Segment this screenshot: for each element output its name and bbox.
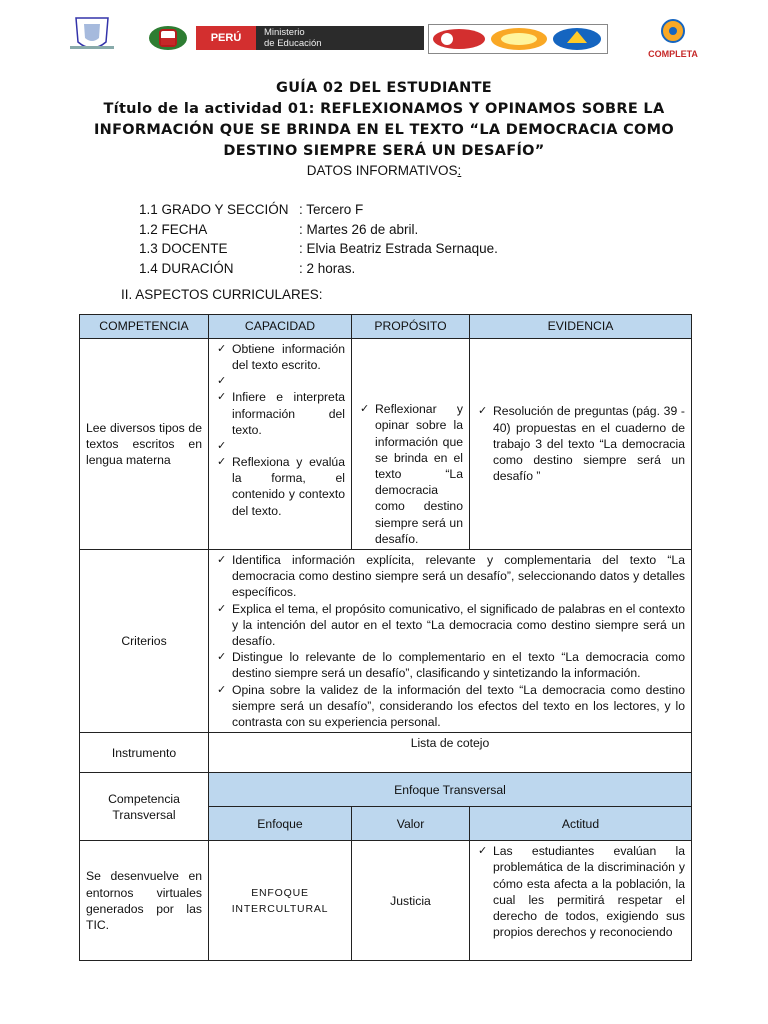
info-row-grado: 1.1 GRADO Y SECCIÓN : Tercero F bbox=[139, 202, 364, 217]
comp-transversal-text: Se desenvuelve en entornos virtuales generados por las TIC. bbox=[80, 841, 209, 961]
table-row bbox=[80, 339, 692, 550]
header-evidencia: EVIDENCIA bbox=[470, 315, 692, 339]
table-header-row bbox=[80, 315, 692, 339]
peru-coat-of-arms-logo bbox=[147, 24, 189, 52]
info-list bbox=[139, 200, 498, 278]
competencia-cell: Lee diversos tipos de textos escritos en lengua materna bbox=[80, 339, 209, 550]
guide-title: GUÍA 02 DEL ESTUDIANTE bbox=[276, 80, 492, 96]
table-row bbox=[80, 841, 692, 961]
capacidad-item: ✓ Infiere e interpreta información del texto. bbox=[215, 389, 345, 438]
program-logos-strip bbox=[428, 24, 608, 54]
criterios-label: Criterios bbox=[80, 550, 209, 733]
section-aspectos-curriculares: II. ASPECTOS CURRICULARES: bbox=[121, 287, 323, 302]
proposito-cell bbox=[352, 339, 470, 550]
criterio-item: ✓ Identifica información explícita, relevante y complementaria del texto “La democracia como destino siempre será un desafío”, seleccionando datos y detalles específicos. bbox=[215, 552, 685, 601]
instrumento-label: Instrumento bbox=[80, 733, 209, 773]
info-row-duracion: 1.4 DURACIÓN : 2 horas. bbox=[139, 260, 356, 276]
capacidad-item: ✓ Obtiene información del texto escrito. bbox=[215, 341, 345, 373]
criterios-cell bbox=[209, 550, 692, 733]
subheader-valor: Valor bbox=[352, 807, 470, 841]
comp-transversal-label: Competencia Transversal bbox=[80, 773, 209, 841]
capacidad-item: ✓ Reflexiona y evalúa la forma, el contenido y contexto del texto. bbox=[215, 454, 345, 519]
capacidad-cell bbox=[209, 339, 352, 550]
proposito-text: ✓ Reflexionar y opinar sobre la información que se brinda en el texto “La democracia como destino siempre será un desafío. bbox=[358, 401, 463, 547]
evidencia-text: ✓ Resolución de preguntas (pág. 39 - 40) propuestas en el cuaderno de trabajo 3 del texto “La democracia como destino siempre será un desafío ” bbox=[476, 403, 685, 484]
evidencia-cell bbox=[470, 339, 692, 550]
actitud-text: ✓ Las estudiantes evalúan la problemática de la discriminación y cómo esta afecta a la población, la cual les permitirá respetar el derecho de todos, exigiendo sus propios derechos y reconociendo bbox=[476, 843, 685, 940]
curricular-table bbox=[79, 314, 692, 961]
activity-title-line1: Título de la actividad 01: REFLEXIONAMOS Y OPINAMOS SOBRE LA bbox=[103, 101, 665, 117]
criterio-item: ✓ Distingue lo relevante de lo complementario en el texto “La democracia como destino siempre será un desafío”, clasificando y sintetizando la información. bbox=[215, 649, 685, 681]
header-logos bbox=[0, 10, 768, 58]
table-row bbox=[80, 550, 692, 733]
activity-title-line3: DESTINO SIEMPRE SERÁ UN DESAFÍO” bbox=[223, 143, 545, 159]
activity-title-line2: INFORMACIÓN QUE SE BRINDA EN EL TEXTO “LA DEMOCRACIA COMO bbox=[93, 122, 675, 138]
school-crest-logo bbox=[64, 14, 120, 54]
document-title bbox=[60, 78, 708, 162]
peru-label: PERÚ bbox=[196, 26, 256, 50]
subheader-actitud: Actitud bbox=[470, 807, 692, 841]
criterio-item: ✓ Opina sobre la validez de la información del texto “La democracia como destino siempre será un desafío”, considerando los efectos del texto en los lectores, y lo contrasta con su experiencia personal. bbox=[215, 682, 685, 731]
subheader-enfoque: Enfoque bbox=[209, 807, 352, 841]
header-capacidad: CAPACIDAD bbox=[209, 315, 352, 339]
enfoque-transversal-header: Enfoque Transversal bbox=[209, 773, 692, 807]
info-row-docente: 1.3 DOCENTE : Elvia Beatriz Estrada Sernaque. bbox=[139, 241, 498, 256]
info-row-fecha: 1.2 FECHA : Martes 26 de abril. bbox=[139, 221, 419, 237]
enfoque-value: ENFOQUE INTERCULTURAL bbox=[209, 841, 352, 961]
completa-label: COMPLETA bbox=[648, 49, 698, 59]
table-row bbox=[80, 773, 692, 807]
ministry-label: Ministerio de Educación bbox=[264, 27, 322, 49]
header-proposito: PROPÓSITO bbox=[352, 315, 470, 339]
instrumento-value: Lista de cotejo bbox=[209, 733, 692, 773]
criterio-item: ✓ Explica el tema, el propósito comunicativo, el significado de palabras en el contexto y la intención del autor en el texto “La democracia como destino siempre será un desafío. bbox=[215, 601, 685, 650]
table-row bbox=[80, 733, 692, 773]
jornada-completa-logo bbox=[640, 18, 706, 58]
peru-ministry-banner bbox=[196, 26, 424, 50]
actitud-cell bbox=[470, 841, 692, 961]
datos-informativos-heading: DATOS INFORMATIVOS: bbox=[306, 163, 462, 178]
valor-value: Justicia bbox=[352, 841, 470, 961]
header-competencia: COMPETENCIA bbox=[80, 315, 209, 339]
